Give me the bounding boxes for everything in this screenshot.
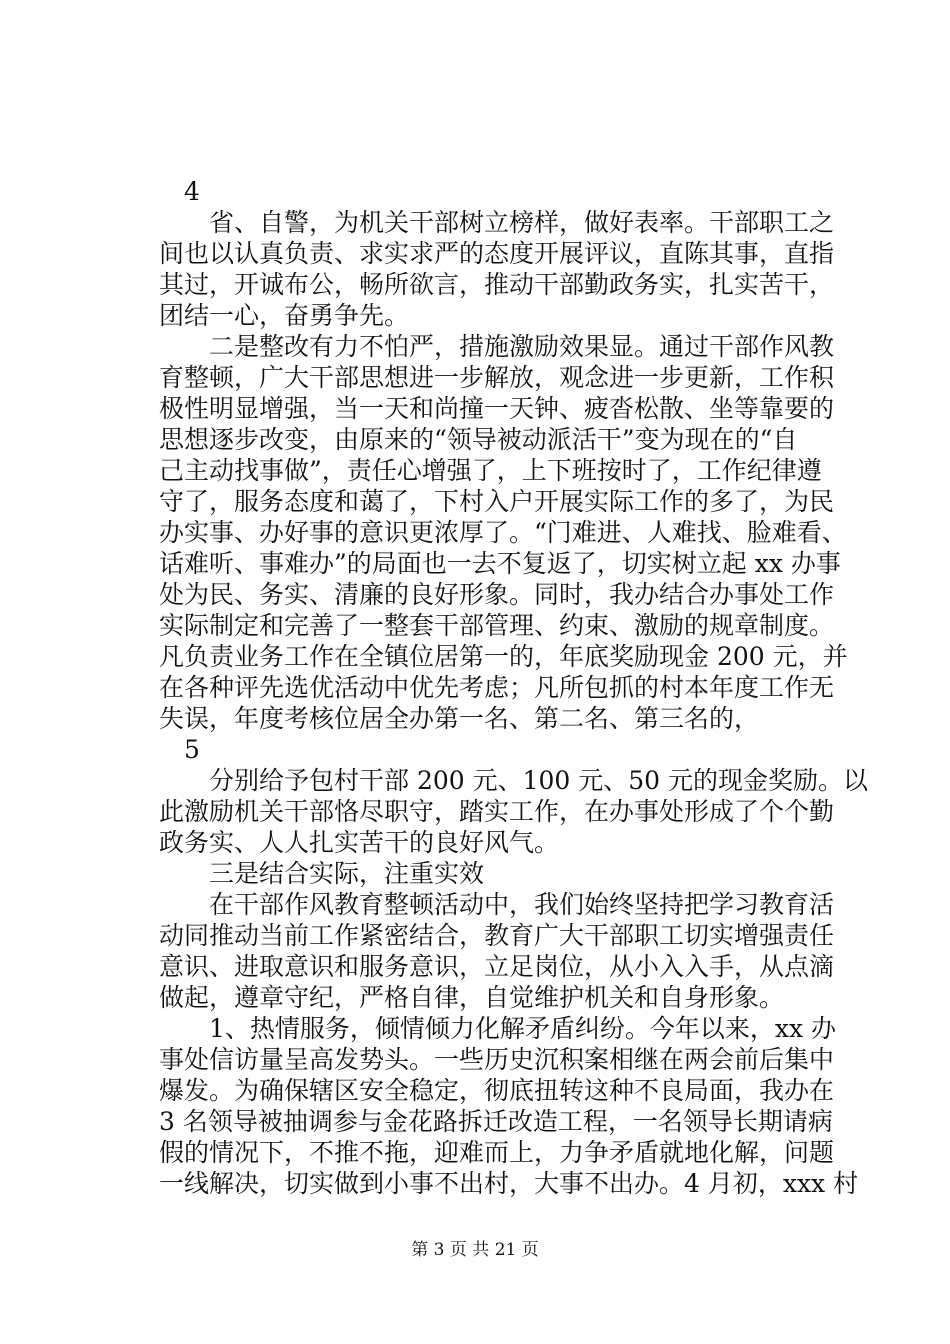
text-line: 其过，开诚布公，畅所欲言，推动干部勤政务实，扎实苦干， bbox=[159, 270, 835, 299]
text-line: 实际制定和完善了一整套干部管理、约束、激励的规章制度。 bbox=[159, 611, 835, 640]
text-line: 政务实、人人扎实苦干的良好风气。 bbox=[159, 828, 560, 857]
text-line: 三是结合实际，注重实效 bbox=[159, 859, 485, 888]
text-line: 凡负责业务工作在全镇位居第一的，年底奖励现金 200 元，并 bbox=[159, 642, 848, 671]
text-line: 5 bbox=[159, 735, 200, 764]
text-line: 育整顿，广大干部思想进一步解放，观念进一步更新，工作积 bbox=[159, 363, 835, 392]
text-line: 3 名领导被抽调参与金花路拆迁改造工程，一名领导长期请病 bbox=[159, 1107, 833, 1136]
text-line: 事处信访量呈高发势头。一些历史沉积案相继在两会前后集中 bbox=[159, 1045, 835, 1074]
text-line: 省、自警，为机关干部树立榜样，做好表率。干部职工之 bbox=[159, 208, 835, 237]
text-line: 在各种评先选优活动中优先考虑；凡所包抓的村本年度工作无 bbox=[159, 673, 835, 702]
text-line: 守了，服务态度和蔼了，下村入户开展实际工作的多了，为民 bbox=[159, 487, 835, 516]
text-line: 在干部作风教育整顿活动中，我们始终坚持把学习教育活 bbox=[159, 890, 835, 919]
text-line: 意识、进取意识和服务意识，立足岗位，从小入入手，从点滴 bbox=[159, 952, 835, 981]
text-line: 动同推动当前工作紧密结合，教育广大干部职工切实增强责任 bbox=[159, 921, 835, 950]
text-line: 二是整改有力不怕严，措施激励效果显。通过干部作风教 bbox=[159, 332, 835, 361]
text-line: 4 bbox=[159, 177, 200, 206]
text-line: 处为民、务实、清廉的良好形象。同时，我办结合办事处工作 bbox=[159, 580, 835, 609]
page-footer: 第 3 页 共 21 页 bbox=[411, 1240, 539, 1260]
text-line: 一线解决，切实做到小事不出村，大事不出办。4 月初，xxx 村 bbox=[159, 1169, 859, 1198]
text-line: 己主动找事做”，责任心增强了，上下班按时了，工作纪律遵 bbox=[159, 456, 822, 485]
text-line: 此激励机关干部恪尽职守，踏实工作，在办事处形成了个个勤 bbox=[159, 797, 835, 826]
text-line: 1、热情服务，倾情倾力化解矛盾纠纷。今年以来，xx 办 bbox=[159, 1014, 837, 1043]
text-line: 做起，遵章守纪，严格自律，自觉维护机关和自身形象。 bbox=[159, 983, 785, 1012]
text-line: 极性明显增强，当一天和尚撞一天钟、疲沓松散、坐等靠要的 bbox=[159, 394, 835, 423]
text-line: 假的情况下，不推不拖，迎难而上，力争矛盾就地化解，问题 bbox=[159, 1138, 835, 1167]
text-line: 办实事、办好事的意识更浓厚了。“门难进、人难找、脸难看、 bbox=[159, 518, 847, 547]
text-line: 失误，年度考核位居全办第一名、第二名、第三名的， bbox=[159, 704, 760, 733]
text-line: 间也以认真负责、求实求严的态度开展评议，直陈其事，直指 bbox=[159, 239, 835, 268]
text-line: 团结一心，奋勇争先。 bbox=[159, 301, 410, 330]
text-line: 爆发。为确保辖区安全稳定，彻底扭转这种不良局面，我办在 bbox=[159, 1076, 835, 1105]
text-line: 话难听、事难办”的局面也一去不复返了，切实树立起 xx 办事 bbox=[159, 549, 841, 578]
text-line: 分别给予包村干部 200 元、100 元、50 元的现金奖励。以 bbox=[159, 766, 869, 795]
text-line: 思想逐步改变，由原来的“领导被动派活干”变为现在的“自 bbox=[159, 425, 798, 454]
page-body bbox=[159, 176, 869, 1199]
